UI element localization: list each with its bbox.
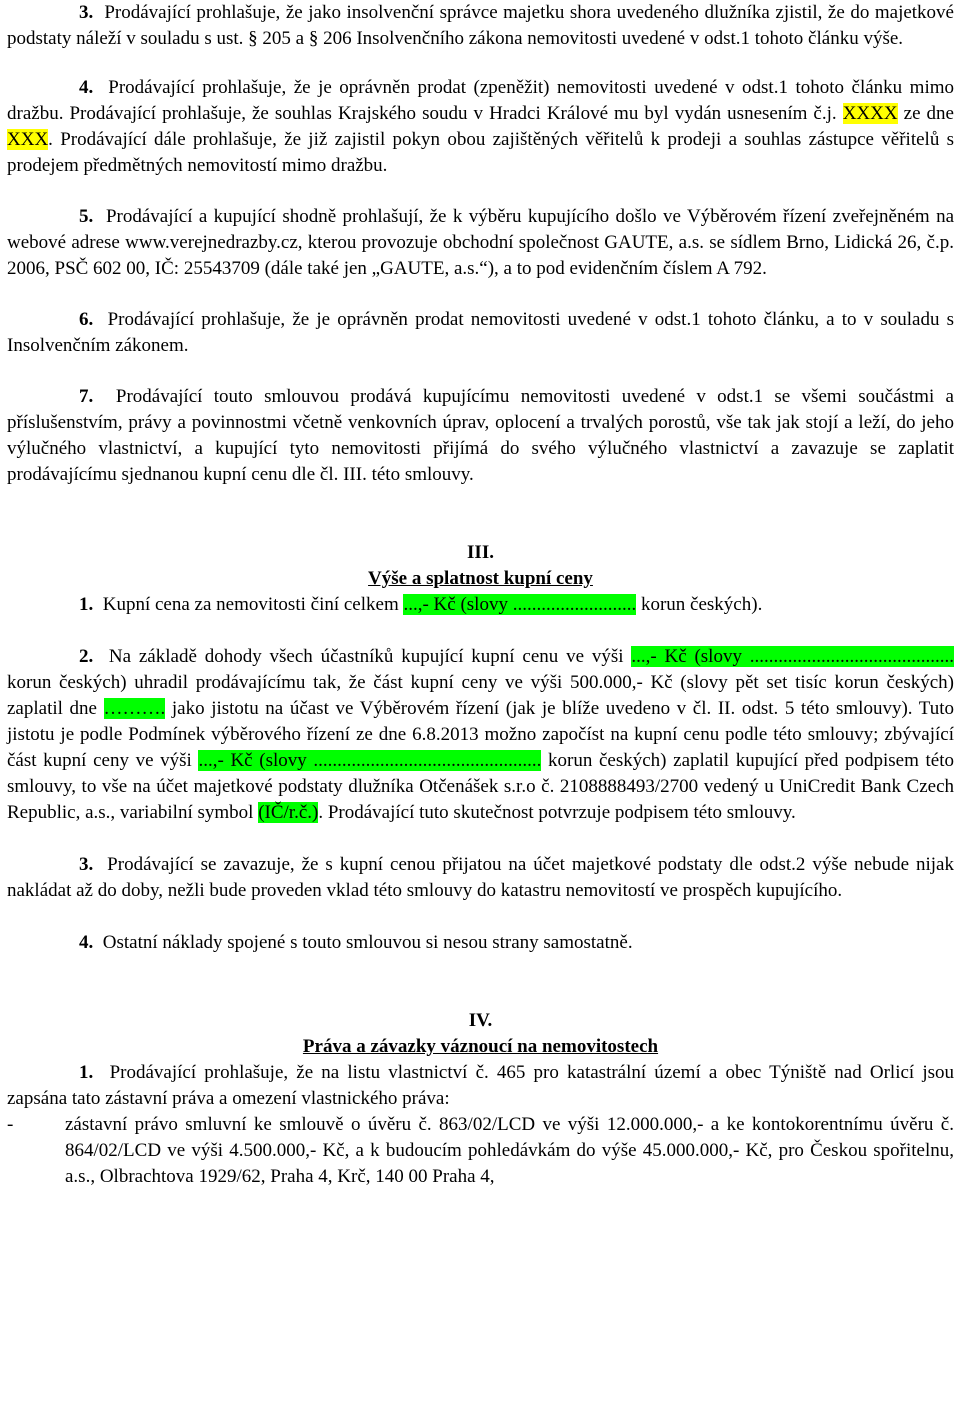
paragraph-number: 4. bbox=[79, 77, 94, 98]
clause-number: 1. bbox=[79, 594, 94, 615]
paragraph-number: 3. bbox=[79, 2, 94, 23]
paragraph-text: Prodávající prohlašuje, že jako insolvenční správce majetku shora uvedeného dlužníka zjistil, že do majetkové podstaty náleží v souladu s ust. § 205 a § 206 Insolvenčního zákona nemovitosti uvedené v odst.1 tohoto článku výše. bbox=[7, 2, 954, 49]
paragraph-4 bbox=[7, 75, 954, 179]
clause-number: 3. bbox=[79, 854, 94, 875]
highlight-variable-symbol: (IČ/r.č.) bbox=[258, 802, 319, 823]
lien-list-item bbox=[7, 1112, 954, 1190]
clause-text: Ostatní náklady spojené s touto smlouvou si nesou strany samostatně. bbox=[102, 932, 633, 953]
list-bullet: - bbox=[7, 1114, 14, 1135]
paragraph-6 bbox=[7, 307, 954, 359]
clause-text: korun českých) zaplatil kupující před podpisem této smlouvy, to vše na účet majetkové podstaty dlužníka Otčenášek s.r.o č. 2108888493/2700 vedený u UniCredit Bank Czech Republic, a.s., variabilní symbol bbox=[7, 750, 955, 823]
paragraph-text: Prodávající prohlašuje, že je oprávněn prodat nemovitosti uvedené v odst.1 tohoto článku, a to v souladu s Insolvenčním zákonem. bbox=[7, 309, 955, 356]
paragraph-number: 5. bbox=[79, 206, 94, 227]
highlight-price: ...,- Kč (slovy ........................................... bbox=[631, 646, 955, 667]
clause-number: 4. bbox=[79, 932, 94, 953]
paragraph-7 bbox=[7, 384, 954, 488]
highlight-case-number: XXXX bbox=[842, 103, 898, 124]
highlight-price: ...,- Kč (slovy .......................... bbox=[403, 594, 637, 615]
clause-number: 1. bbox=[79, 1062, 94, 1083]
section-3-title: Výše a splatnost kupní ceny bbox=[368, 568, 593, 589]
paragraph-3 bbox=[7, 0, 954, 52]
section-4-clause-1 bbox=[7, 1060, 954, 1112]
section-3-number: III. bbox=[467, 542, 494, 563]
clause-number: 2. bbox=[79, 646, 94, 667]
section-4-number: IV. bbox=[468, 1010, 493, 1031]
section-3-clause-3 bbox=[7, 852, 954, 904]
paragraph-text: . Prodávající dále prohlašuje, že již zajistil pokyn obou zajištěných věřitelů k prodeji a souhlas zástupce věřitelů s prodejem předmětných nemovitostí mimo dražbu. bbox=[7, 129, 954, 176]
clause-text: Na základě dohody všech účastníků kupující kupní cenu ve výši bbox=[108, 646, 632, 667]
paragraph-text: Prodávající a kupující shodně prohlašují, že k výběru kupujícího došlo ve Výběrovém řízení zveřejněném na webové adrese www.verejnedrazby.cz, kterou provozuje obchodní společnost GAUTE, a.s. se sídlem Brno, Lidická 26, č.p. 2006, PSČ 602 00, IČ: 25543709 (dále také jen „GAUTE, a.s.“), a to pod evidenčním číslem A 792. bbox=[7, 206, 954, 279]
clause-text: korun českých) uhradil prodávajícímu tak, že část kupní ceny ve výši 500.000,- Kč (slovy pět set tisíc korun českých) zaplatil dne bbox=[7, 672, 954, 719]
clause-text: jako jistotu na účast ve Výběrovém řízení (jak je blíže uvedeno v čl. II. odst. 5 této smlouvy). Tuto jistotu je podle Podmínek výběrového řízení ze dne 6.8.2013 možno započíst na kupní cenu podle této smlouvy; zbývající část kupní ceny ve výši bbox=[7, 698, 955, 771]
clause-text: Prodávající se zavazuje, že s kupní cenou přijatou na účet majetkové podstaty dle odst.2 výše nebude nijak nakládat až do doby, nežli bude proveden vklad této smlouvy do katastru nemovitostí ve prospěch kupujícího. bbox=[7, 854, 954, 901]
paragraph-number: 7. bbox=[79, 386, 94, 407]
list-item-text: zástavní právo smluvní ke smlouvě o úvěru č. 863/02/LCD ve výši 12.000.000,- a ke kontokorentnímu úvěru č. 864/02/LCD ve výši 4.500.000,- Kč, a k budoucím pohledávkám do výše 45.000.000,- Kč, pro Českou spořitelnu, a.s., Olbrachtova 1929/62, Praha 4, Krč, 140 00 Praha 4, bbox=[65, 1114, 954, 1187]
contract-page bbox=[7, 0, 954, 1190]
paragraph-text: ze dne bbox=[897, 103, 954, 124]
clause-text: korun českých). bbox=[636, 594, 763, 615]
paragraph-5 bbox=[7, 204, 954, 282]
clause-text: Kupní cena za nemovitosti činí celkem bbox=[102, 594, 404, 615]
clause-text: . Prodávající tuto skutečnost potvrzuje podpisem této smlouvy. bbox=[318, 802, 796, 823]
highlight-remaining-price: ...,- Kč (slovy ................................................ bbox=[198, 750, 542, 771]
section-4-title: Práva a závazky váznoucí na nemovitostech bbox=[302, 1036, 659, 1057]
clause-text: Prodávající prohlašuje, že na listu vlastnictví č. 465 pro katastrální území a obec Týniště nad Orlicí jsou zapsána tato zástavní práva a omezení vlastnického práva: bbox=[7, 1062, 955, 1109]
paragraph-number: 6. bbox=[79, 309, 94, 330]
highlight-date: XXX bbox=[7, 129, 49, 150]
section-3-clause-4 bbox=[7, 930, 954, 956]
paragraph-text: Prodávající touto smlouvou prodává kupujícímu nemovitosti uvedené v odst.1 se všemi součástmi a příslušenstvím, právy a povinnostmi včetně venkovních úprav, oplocení a trvalých porostů, vše tak jak stojí a leží, do jeho výlučného vlastnictví, a kupující tyto nemovitosti přijímá do svého výlučného vlastnictví a zavazuje se zaplatit prodávajícímu sjednanou kupní cenu dle čl. III. této smlouvy. bbox=[7, 386, 954, 485]
paragraph-text: Prodávající prohlašuje, že je oprávněn prodat (zpeněžit) nemovitosti uvedené v odst.1 tohoto článku mimo dražbu. Prodávající prohlašuje, že souhlas Krajského soudu v Hradci Králové mu byl vydán usnesením č.j. bbox=[7, 77, 954, 124]
highlight-date: ………. bbox=[103, 698, 166, 719]
section-3-clause-2 bbox=[7, 644, 954, 826]
section-3-clause-1 bbox=[7, 592, 954, 618]
